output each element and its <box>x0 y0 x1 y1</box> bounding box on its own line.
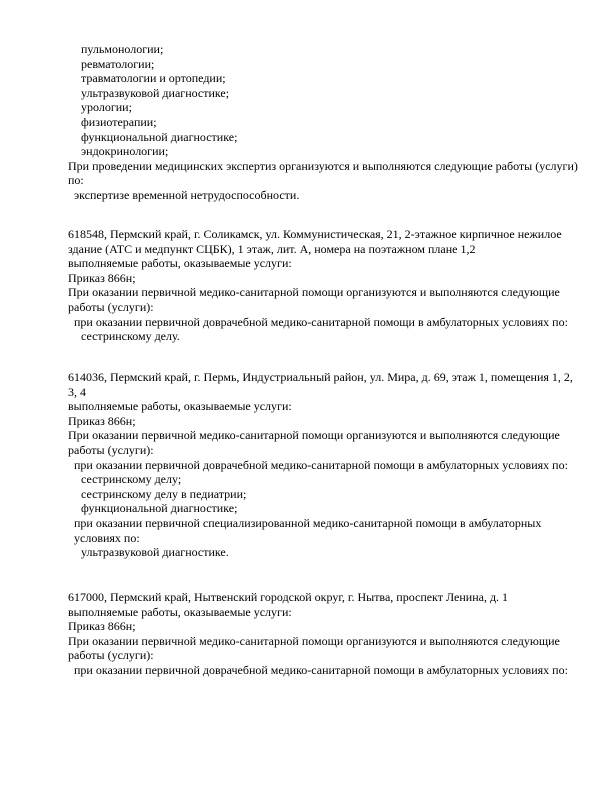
works-label: выполняемые работы, оказываемые услуги: <box>68 256 292 271</box>
address: 618548, Пермский край, г. Соликамск, ул. Коммунистическая, 21, 2-этажное кирпичное нежилое здание (АТС и медпункт СЦБК), 1 этаж, лит. А, номера на поэтажном плане 1,2 <box>68 227 562 256</box>
specialty-item: эндокринологии; <box>81 144 169 159</box>
order: Приказ 866н; <box>68 619 136 634</box>
works-label: выполняемые работы, оказываемые услуги: <box>68 399 292 414</box>
specialty-item: функциональной диагностике; <box>81 129 238 144</box>
address: 617000, Пермский край, Нытвенский городской округ, г. Нытва, проспект Ленина, д. 1 <box>68 590 509 604</box>
service-item: сестринскому делу. <box>81 329 180 344</box>
order: Приказ 866н; <box>68 413 136 428</box>
intro: При оказании первичной медико-санитарной помощи организуются и выполняются следующие работы (услуги): <box>68 633 560 663</box>
specialty-item: физиотерапии; <box>81 114 157 129</box>
specialty-item: пульмонологии; <box>81 42 164 56</box>
specialty-item: ультразвуковой диагностике; <box>81 85 230 100</box>
sub-heading: при оказании первичной доврачебной медико-санитарной помощи в амбулаторных условиях по: <box>74 457 568 472</box>
block-top <box>68 42 583 203</box>
address: 614036, Пермский край, г. Пермь, Индустриальный район, ул. Мира, д. 69, этаж 1, помещения 1, 2, 3, 4 <box>68 370 573 399</box>
expertise-item: экспертизе временной нетрудоспособности. <box>74 187 300 202</box>
service-item: ультразвуковой диагностике. <box>81 545 229 560</box>
sub-heading: при оказании первичной доврачебной медико-санитарной помощи в амбулаторных условиях по: <box>74 662 568 677</box>
block-address-2 <box>68 370 583 560</box>
order: Приказ 866н; <box>68 270 136 285</box>
sub-heading: при оказании первичной доврачебной медико-санитарной помощи в амбулаторных условиях по: <box>74 314 568 329</box>
works-label: выполняемые работы, оказываемые услуги: <box>68 604 292 619</box>
intro: При оказании первичной медико-санитарной помощи организуются и выполняются следующие работы (услуги): <box>68 428 560 457</box>
intro: При оказании первичной медико-санитарной помощи организуются и выполняются следующие работы (услуги): <box>68 285 560 314</box>
block-address-3 <box>68 590 583 678</box>
sub-heading-2: при оказании первичной специализированной медико-санитарной помощи в амбулаторных условиях по: <box>74 515 542 545</box>
service-item: сестринскому делу в педиатрии; <box>81 486 247 501</box>
specialty-item: травматологии и ортопедии; <box>81 71 226 86</box>
service-item: сестринскому делу; <box>81 472 182 487</box>
service-item: функциональной диагностике; <box>81 501 238 516</box>
block-address-1 <box>68 227 583 344</box>
specialty-item: ревматологии; <box>81 56 155 71</box>
expertise-intro: При проведении медицинских экспертиз организуются и выполняются следующие работы (услуги) по: <box>68 158 578 188</box>
specialty-item: урологии; <box>81 100 132 115</box>
